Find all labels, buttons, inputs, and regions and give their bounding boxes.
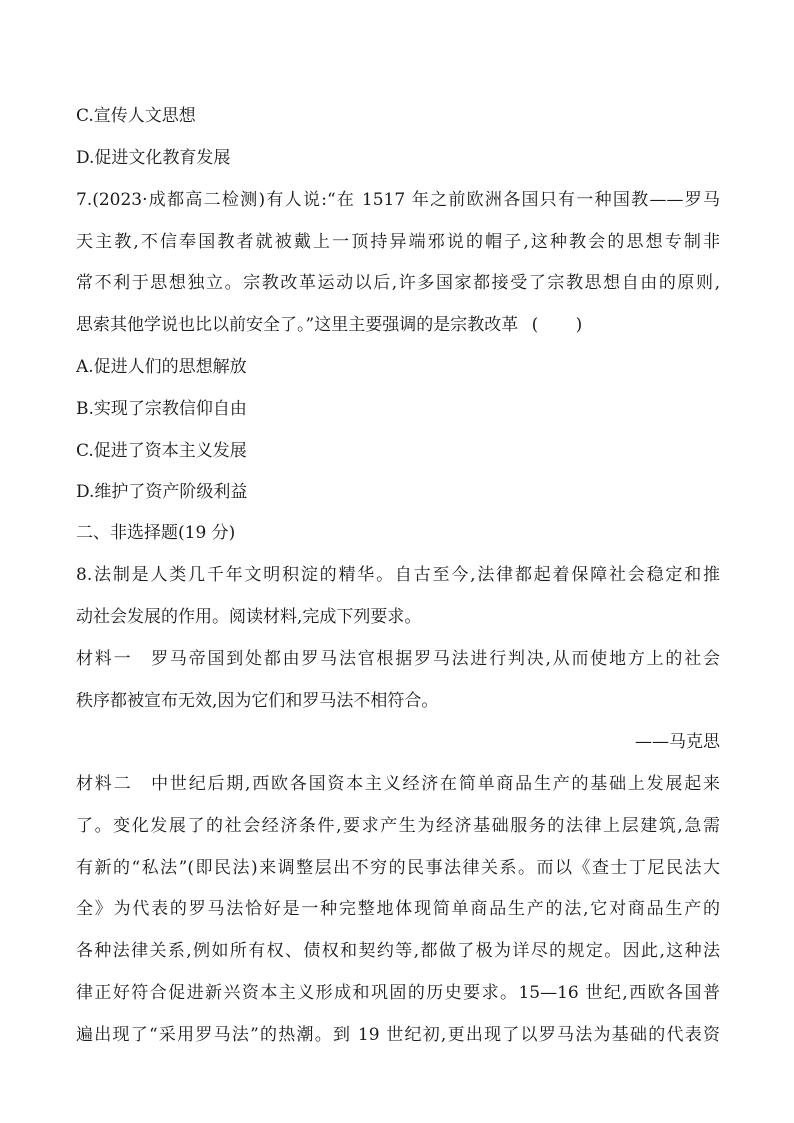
q7-line-3: 常不利于思想独立。宗教改革运动以后,许多国家都接受了宗教思想自由的原则, bbox=[76, 273, 720, 293]
answer-paren-close: ) bbox=[575, 315, 583, 335]
material-2-line-2: 了。变化发展了的社会经济条件,要求产生为经济基础服务的法律上层建筑,急需 bbox=[76, 816, 720, 836]
q7-line-1: 7.(2023·成都高二检测)有人说:“在 1517 年之前欧洲各国只有一种国教——罗马 bbox=[76, 190, 720, 210]
material-2-line-3: 有新的“私法”(即民法)来调整层出不穷的民事法律关系。而以《查士丁尼民法大 bbox=[76, 858, 720, 878]
material-1-line-1: 材料一 罗马帝国到处都由罗马法官根据罗马法进行判决,从而使地方上的社会 bbox=[76, 649, 720, 669]
material-1-source: ——马克思 bbox=[635, 732, 720, 752]
q7-line-2: 天主教,不信奉国教者就被戴上一顶持异端邪说的帽子,这种教会的思想专制非 bbox=[76, 232, 720, 252]
section-2-heading: 二、非选择题(19 分) bbox=[76, 523, 236, 543]
q7-option-d: D.维护了资产阶级利益 bbox=[76, 482, 248, 502]
q7-line-4-text: 思索其他学说也比以前安全了。”这里主要强调的是宗教改革 bbox=[76, 315, 519, 335]
answer-paren-open: ( bbox=[531, 315, 539, 335]
option-d-prev: D.促进文化教育发展 bbox=[76, 148, 231, 168]
q7-option-b: B.实现了宗教信仰自由 bbox=[76, 399, 247, 419]
material-2-line-7: 遍出现了“采用罗马法”的热潮。到 19 世纪初,更出现了以罗马法为基础的代表资 bbox=[76, 1025, 720, 1045]
q8-line-2: 动社会发展的作用。阅读材料,完成下列要求。 bbox=[76, 607, 422, 627]
q7-option-a: A.促进人们的思想解放 bbox=[76, 357, 247, 377]
material-2-line-5: 各种法律关系,例如所有权、债权和契约等,都做了极为详尽的规定。因此,这种法 bbox=[76, 941, 720, 961]
material-1-line-2: 秩序都被宣布无效,因为它们和罗马法不相符合。 bbox=[76, 691, 439, 711]
q7-line-4 bbox=[76, 313, 720, 337]
option-c-prev: C.宣传人文思想 bbox=[76, 106, 196, 126]
q7-option-c: C.促进了资本主义发展 bbox=[76, 441, 247, 461]
material-2-line-6: 律正好符合促进新兴资本主义形成和巩固的历史要求。15—16 世纪,西欧各国普 bbox=[76, 983, 720, 1003]
material-2-line-1: 材料二 中世纪后期,西欧各国资本主义经济在简单商品生产的基础上发展起来 bbox=[76, 774, 720, 794]
material-2-line-4: 全》为代表的罗马法恰好是一种完整地体现简单商品生产的法,它对商品生产的 bbox=[76, 899, 720, 919]
q8-line-1: 8.法制是人类几千年文明积淀的精华。自古至今,法律都起着保障社会稳定和推 bbox=[76, 565, 720, 585]
